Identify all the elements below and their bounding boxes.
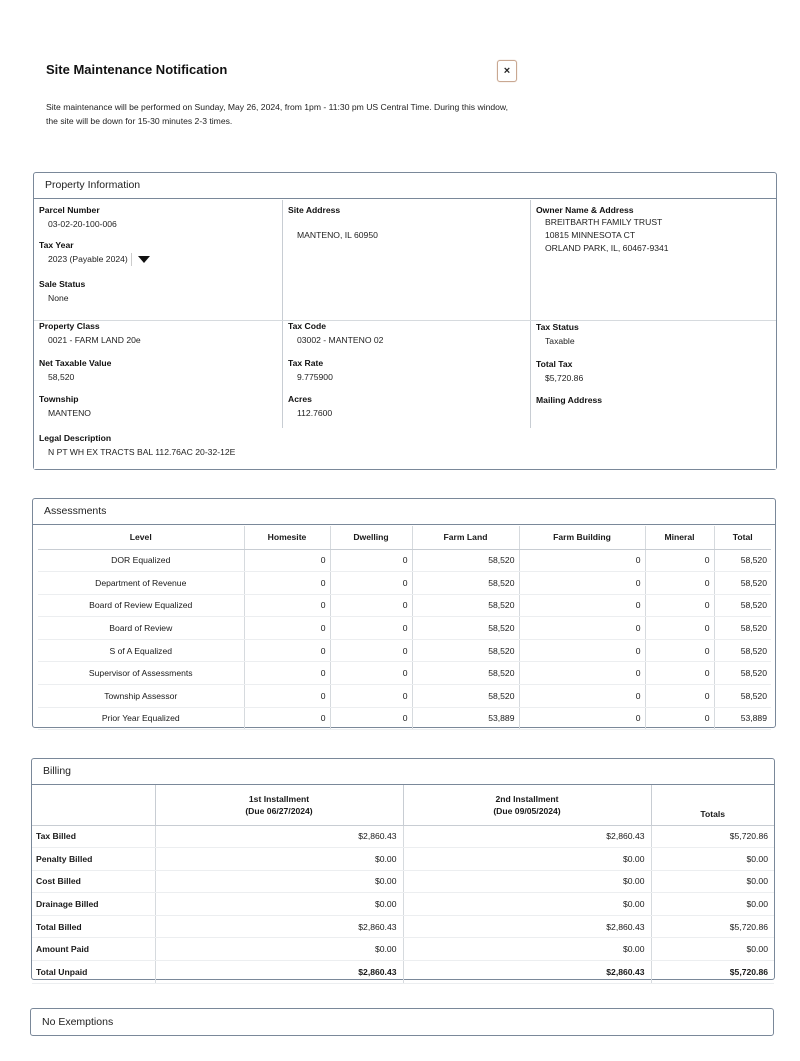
installment-2-due: (Due 09/05/2024) xyxy=(493,805,561,816)
table-row xyxy=(38,639,771,662)
table-cell: 0 xyxy=(330,662,412,685)
table-cell: 53,889 xyxy=(412,707,519,730)
column-header: Mineral xyxy=(645,526,714,549)
table-cell: 58,520 xyxy=(412,572,519,595)
table-row xyxy=(32,893,774,916)
table-cell: $2,860.43 xyxy=(155,961,403,984)
table-cell: 0 xyxy=(244,572,330,595)
owner-line-3: ORLAND PARK, IL, 60467-9341 xyxy=(545,243,669,253)
table-cell: 58,520 xyxy=(714,572,771,595)
mailing-address-field xyxy=(536,395,602,408)
owner-label: Owner Name & Address xyxy=(536,205,634,215)
tax-rate-value: 9.775900 xyxy=(297,372,333,382)
table-row xyxy=(38,572,771,595)
column-header xyxy=(32,785,155,825)
mailing-address-label: Mailing Address xyxy=(536,395,603,405)
table-row xyxy=(38,685,771,708)
parcel-number-label: Parcel Number xyxy=(39,205,100,215)
table-cell: 0 xyxy=(645,594,714,617)
table-cell: $2,860.43 xyxy=(403,915,651,938)
table-cell: 0 xyxy=(519,662,645,685)
tax-year-value: 2023 (Payable 2024) xyxy=(48,253,132,266)
tax-code-label: Tax Code xyxy=(288,321,327,331)
exemptions-header: No Exemptions xyxy=(42,1016,114,1028)
installment-1-due: (Due 06/27/2024) xyxy=(245,805,313,816)
table-cell: 58,520 xyxy=(714,685,771,708)
tax-year-select[interactable] xyxy=(39,253,150,266)
row-label: Total Billed xyxy=(32,915,155,938)
site-address-field xyxy=(288,205,378,242)
table-cell: 58,520 xyxy=(714,639,771,662)
row-label: Amount Paid xyxy=(32,938,155,961)
table-row xyxy=(32,825,774,848)
table-row xyxy=(38,594,771,617)
table-cell: $2,860.43 xyxy=(403,961,651,984)
table-cell: 58,520 xyxy=(412,549,519,572)
table-row xyxy=(32,961,774,984)
table-cell: $0.00 xyxy=(651,870,774,893)
table-cell: 0 xyxy=(244,594,330,617)
tax-rate-field xyxy=(288,358,333,384)
legal-description-row xyxy=(34,428,776,469)
notification-message: Site maintenance will be performed on Sunday, May 26, 2024, from 1pm - 11:30 pm US Central Time. During this window, the site will be down for 15-30 minutes 2-3 times. xyxy=(46,102,509,126)
table-cell: $2,860.43 xyxy=(155,915,403,938)
legal-description-label: Legal Description xyxy=(39,433,112,443)
table-cell: 58,520 xyxy=(412,685,519,708)
table-cell: 58,520 xyxy=(412,617,519,640)
acres-value: 112.7600 xyxy=(297,408,333,418)
table-cell: 58,520 xyxy=(714,594,771,617)
table-row xyxy=(38,707,771,730)
row-label: Department of Revenue xyxy=(38,572,244,595)
table-cell: 0 xyxy=(645,639,714,662)
notification-title: Site Maintenance Notification xyxy=(46,62,228,77)
row-label: Prior Year Equalized xyxy=(38,707,244,730)
total-tax-label: Total Tax xyxy=(536,359,573,369)
tax-status-value: Taxable xyxy=(545,336,575,346)
table-cell: 0 xyxy=(244,639,330,662)
table-cell: 0 xyxy=(519,572,645,595)
tax-status-label: Tax Status xyxy=(536,322,579,332)
installment-2-title: 2nd Installment xyxy=(495,793,559,804)
billing-header: Billing xyxy=(32,759,774,785)
table-cell: $0.00 xyxy=(155,893,403,916)
table-cell: $0.00 xyxy=(403,870,651,893)
column-header: Dwelling xyxy=(330,526,412,549)
row-label: Tax Billed xyxy=(32,825,155,848)
table-cell: $5,720.86 xyxy=(651,915,774,938)
parcel-number-value: 03-02-20-100-006 xyxy=(48,219,117,229)
table-cell: $0.00 xyxy=(403,893,651,916)
table-cell: $5,720.86 xyxy=(651,961,774,984)
legal-description-value: N PT WH EX TRACTS BAL 112.76AC 20-32-12E xyxy=(48,447,236,457)
tax-status-field xyxy=(536,322,579,348)
table-cell: 0 xyxy=(519,594,645,617)
owner-value xyxy=(536,216,669,255)
row-label: Township Assessor xyxy=(38,685,244,708)
legal-description-field xyxy=(39,433,235,459)
column-header: Total xyxy=(714,526,771,549)
table-cell: 0 xyxy=(645,685,714,708)
table-cell: 0 xyxy=(244,549,330,572)
table-cell: 58,520 xyxy=(412,639,519,662)
table-cell: 0 xyxy=(330,639,412,662)
column-header xyxy=(403,785,651,825)
table-cell: 0 xyxy=(330,572,412,595)
chevron-down-icon[interactable] xyxy=(138,256,150,263)
table-cell: $2,860.43 xyxy=(403,825,651,848)
acres-label: Acres xyxy=(288,394,312,404)
assessments-panel xyxy=(32,498,776,728)
table-cell: 0 xyxy=(330,549,412,572)
column-header xyxy=(155,785,403,825)
assessments-header: Assessments xyxy=(33,499,775,525)
assessments-header-row xyxy=(38,526,771,549)
table-cell: 58,520 xyxy=(412,662,519,685)
column-header: Farm Building xyxy=(519,526,645,549)
table-cell: 0 xyxy=(519,639,645,662)
property-class-value: 0021 - FARM LAND 20e xyxy=(48,335,141,345)
acres-field xyxy=(288,394,332,420)
table-cell: 53,889 xyxy=(714,707,771,730)
table-cell: 0 xyxy=(330,707,412,730)
township-value: MANTENO xyxy=(48,408,91,418)
table-cell: 0 xyxy=(645,707,714,730)
table-cell: 0 xyxy=(519,685,645,708)
table-cell: 58,520 xyxy=(714,617,771,640)
net-taxable-value-field xyxy=(39,358,111,384)
table-cell: 58,520 xyxy=(412,594,519,617)
table-cell: 58,520 xyxy=(714,549,771,572)
table-cell: 0 xyxy=(244,617,330,640)
table-cell: 0 xyxy=(330,617,412,640)
installment-1-title: 1st Installment xyxy=(248,793,310,804)
table-row xyxy=(38,617,771,640)
sale-status-value: None xyxy=(48,293,69,303)
column-header: Homesite xyxy=(244,526,330,549)
owner-field xyxy=(536,205,669,255)
property-class-field xyxy=(39,321,141,347)
table-cell: 0 xyxy=(645,662,714,685)
billing-panel xyxy=(31,758,775,980)
table-cell: 0 xyxy=(645,549,714,572)
row-label: Board of Review xyxy=(38,617,244,640)
township-field xyxy=(39,394,91,420)
tax-code-field xyxy=(288,321,383,347)
table-cell: $0.00 xyxy=(155,848,403,871)
billing-header-row xyxy=(32,785,774,825)
row-label: S of A Equalized xyxy=(38,639,244,662)
table-cell: $0.00 xyxy=(155,870,403,893)
table-cell: 0 xyxy=(244,662,330,685)
table-cell: 0 xyxy=(244,685,330,708)
site-address-value: MANTENO, IL 60950 xyxy=(297,230,378,240)
row-label: Cost Billed xyxy=(32,870,155,893)
tax-year-label: Tax Year xyxy=(39,240,74,250)
property-class-label: Property Class xyxy=(39,321,100,331)
parcel-number-field xyxy=(39,205,117,231)
row-label: DOR Equalized xyxy=(38,549,244,572)
township-label: Township xyxy=(39,394,79,404)
owner-line-2: 10815 MINNESOTA CT xyxy=(545,230,636,240)
property-information-header: Property Information xyxy=(34,173,776,199)
table-row xyxy=(32,938,774,961)
table-cell: 0 xyxy=(645,572,714,595)
column-header: Totals xyxy=(651,785,774,825)
table-cell: 0 xyxy=(519,707,645,730)
row-label: Board of Review Equalized xyxy=(38,594,244,617)
row-label: Drainage Billed xyxy=(32,893,155,916)
table-row xyxy=(38,549,771,572)
close-button[interactable] xyxy=(497,60,517,82)
table-cell: 0 xyxy=(244,707,330,730)
net-taxable-value-label: Net Taxable Value xyxy=(39,358,112,368)
table-row xyxy=(32,915,774,938)
table-cell: $2,860.43 xyxy=(155,825,403,848)
table-cell: 0 xyxy=(330,685,412,708)
table-cell: $0.00 xyxy=(651,848,774,871)
table-cell: 58,520 xyxy=(714,662,771,685)
table-row xyxy=(32,870,774,893)
total-tax-value: $5,720.86 xyxy=(545,373,584,383)
table-cell: 0 xyxy=(519,549,645,572)
tax-code-value: 03002 - MANTENO 02 xyxy=(297,335,384,345)
column-header: Level xyxy=(38,526,244,549)
property-information-panel xyxy=(33,172,777,470)
table-row xyxy=(38,662,771,685)
table-cell: $0.00 xyxy=(651,938,774,961)
table-cell: $0.00 xyxy=(403,938,651,961)
assessments-table xyxy=(38,526,771,730)
table-cell: $5,720.86 xyxy=(651,825,774,848)
table-cell: $0.00 xyxy=(155,938,403,961)
sale-status-label: Sale Status xyxy=(39,279,86,289)
row-label: Penalty Billed xyxy=(32,848,155,871)
billing-table xyxy=(32,785,774,984)
row-label: Supervisor of Assessments xyxy=(38,662,244,685)
sale-status-field xyxy=(39,279,85,305)
table-cell: 0 xyxy=(519,617,645,640)
site-address-label: Site Address xyxy=(288,205,341,215)
exemptions-panel xyxy=(30,1008,774,1036)
owner-line-1: BREITBARTH FAMILY TRUST xyxy=(545,217,663,227)
total-tax-field xyxy=(536,359,583,385)
row-label: Total Unpaid xyxy=(32,961,155,984)
table-cell: 0 xyxy=(330,594,412,617)
tax-year-field xyxy=(39,240,150,266)
net-taxable-value-value: 58,520 xyxy=(48,372,75,382)
table-row xyxy=(32,848,774,871)
table-cell: $0.00 xyxy=(403,848,651,871)
close-icon: × xyxy=(503,65,511,77)
tax-rate-label: Tax Rate xyxy=(288,358,324,368)
table-cell: 0 xyxy=(645,617,714,640)
column-header: Farm Land xyxy=(412,526,519,549)
table-cell: $0.00 xyxy=(651,893,774,916)
divider xyxy=(34,320,776,321)
